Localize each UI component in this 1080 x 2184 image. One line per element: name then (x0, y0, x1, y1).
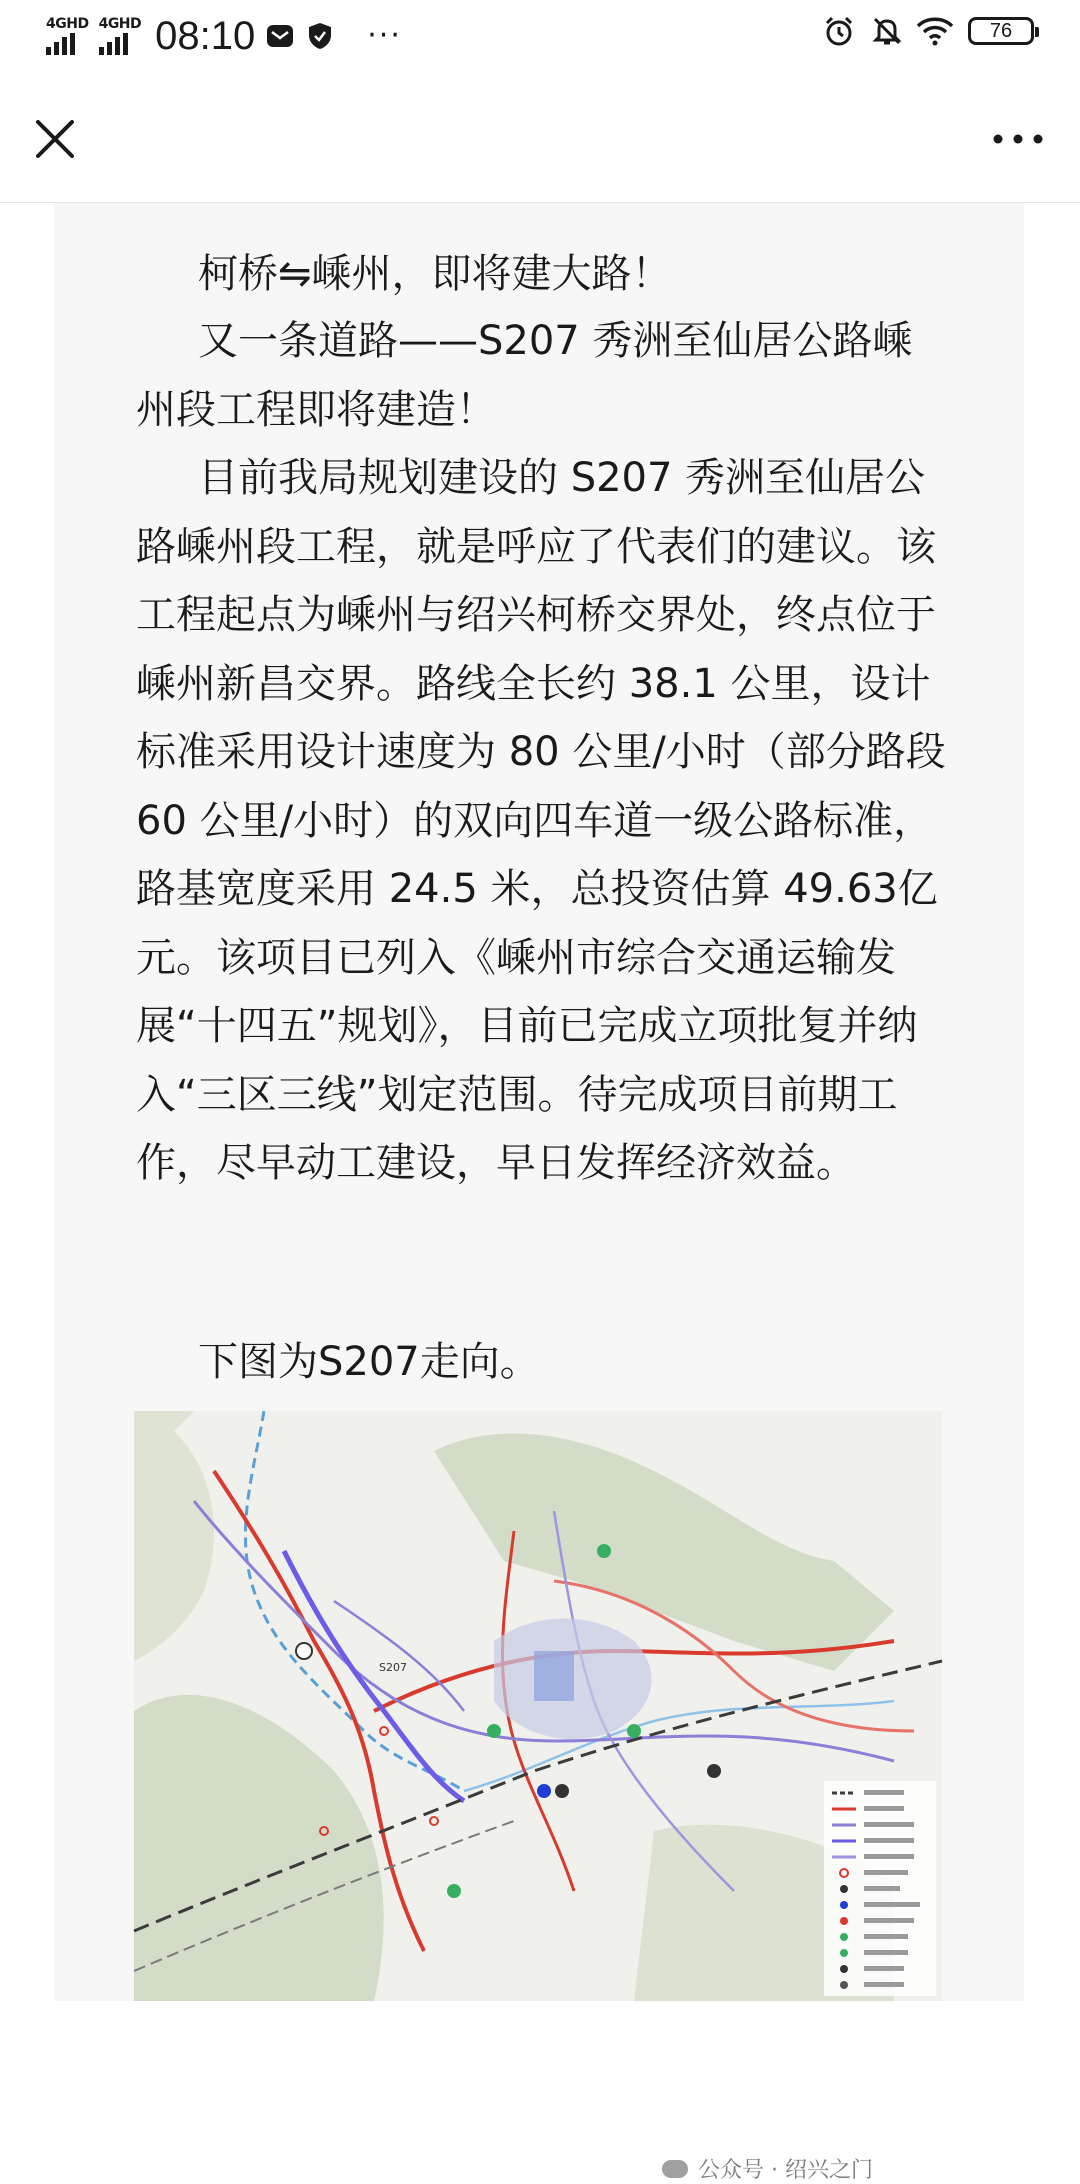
network-type-1: 4GHD (46, 16, 89, 32)
battery-icon (968, 17, 1034, 45)
mail-icon (265, 21, 295, 51)
status-bar (0, 0, 1080, 76)
signal-icon (46, 17, 89, 55)
bell-off-icon (872, 16, 902, 46)
status-left (46, 12, 402, 60)
battery-level: 76 (989, 19, 1013, 42)
status-right (824, 16, 1034, 46)
close-icon (35, 119, 75, 159)
article-paragraph: 目前我局规划建设的 S207 秀洲至仙居公路嵊州段工程，就是呼应了代表们的建议。该工程起点为嵊州与绍兴柯桥交界处，终点位于嵊州新昌交界。路线全长约 38.1 公里，设计标准采用设计速度为 80 公里/小时（部分路段 60 公里/小时）的双向四车道一级公路标准，路基宽度采用 24.5 米，总投资估算 49.63亿元。该项目已列入《嵊州市综合交通运输发展“十四五”规划》，目前已完成立项批复并纳入“三区三线”划定范围。待完成项目前期工作，尽早动工建设，早日发挥经济效益。 (136, 455, 946, 1186)
wifi-icon (920, 16, 950, 46)
map-route-label: S207 (379, 1661, 407, 1674)
close-button[interactable] (28, 112, 82, 166)
shield-icon (305, 21, 335, 51)
map-watermark (662, 2153, 873, 2184)
top-nav-bar (0, 76, 1080, 203)
article-headline: 柯桥⇋嵊州，即将建大路！ (198, 251, 672, 297)
more-icon (993, 134, 1043, 144)
network-type-2: 4GHD (98, 16, 142, 32)
signal-icon (99, 17, 142, 55)
wechat-icon (662, 2160, 688, 2178)
article-content (54, 203, 1024, 2183)
route-map-image (134, 1411, 942, 2183)
status-more: ··· (367, 18, 402, 53)
alarm-icon (824, 16, 854, 46)
more-button[interactable] (988, 116, 1048, 162)
status-time: 08:10 (155, 14, 256, 58)
article-paragraph: 下图为S207走向。 (198, 1339, 540, 1385)
watermark-text: 公众号 · 绍兴之门 (698, 2158, 873, 2183)
article-paragraph: 又一条道路——S207 秀洲至仙居公路嵊州段工程即将建造！ (136, 318, 913, 433)
